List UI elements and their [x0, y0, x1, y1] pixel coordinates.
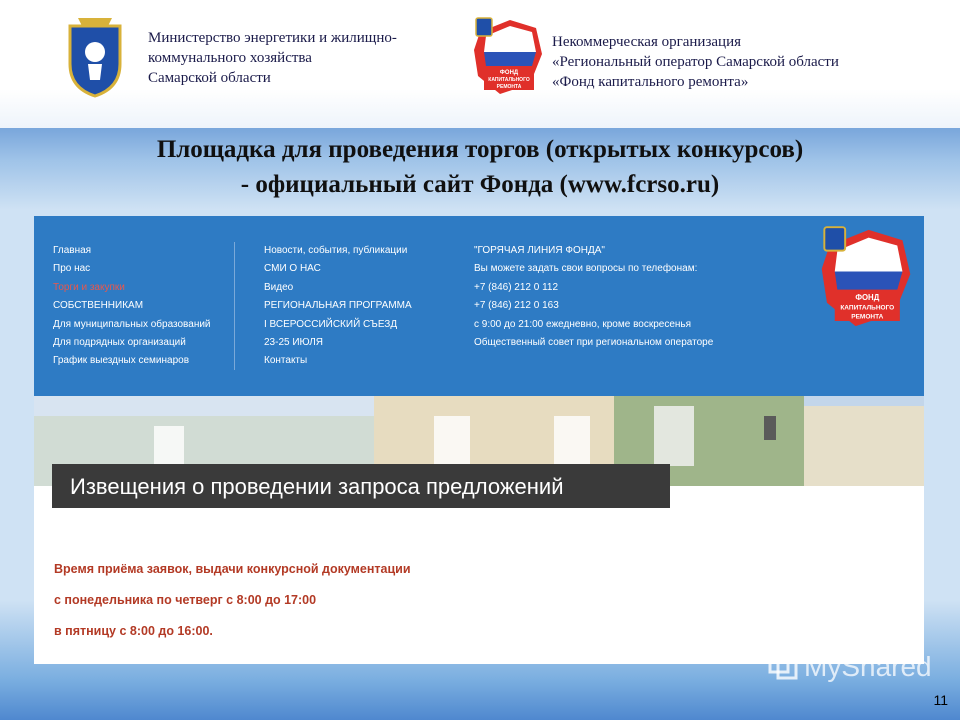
hotline-phone-1[interactable]: +7 (846) 212 0 112	[474, 281, 559, 293]
nav-divider	[234, 242, 235, 370]
site-navbar	[34, 216, 924, 396]
nav-link-congress[interactable]: I ВСЕРОССИЙСКИЙ СЪЕЗД	[264, 318, 398, 330]
page-number: 11	[933, 692, 948, 708]
fund-logo-icon	[470, 14, 546, 100]
nav-link-contractors[interactable]: Для подрядных организаций	[53, 337, 186, 349]
hotline-title: "ГОРЯЧАЯ ЛИНИЯ ФОНДА"	[474, 245, 605, 256]
nav-link-about[interactable]: Про нас	[53, 263, 91, 275]
notice-line-1: Время приёма заявок, выдачи конкурсной документации	[54, 562, 411, 576]
nav-link-tenders[interactable]: Торги и закупки	[53, 281, 125, 293]
hotline-hours: с 9:00 до 21:00 ежедневно, кроме воскресенья	[474, 318, 692, 330]
hotline-phone-2[interactable]: +7 (846) 212 0 163	[474, 300, 559, 312]
slide-title: Площадка для проведения торгов (открытых конкурсов) - официальный сайт Фонда (www.fcrso.ru)	[156, 136, 804, 198]
nav-link-news[interactable]: Новости, события, публикации	[264, 245, 408, 256]
website-screenshot	[34, 216, 924, 664]
notice-line-2: с понедельника по четверг с 8:00 до 17:00	[54, 593, 317, 607]
slide-header	[0, 0, 960, 128]
nav-link-home[interactable]: Главная	[53, 245, 92, 256]
samara-coat-of-arms-icon	[64, 14, 126, 98]
nav-link-owners[interactable]: СОБСТВЕННИКАМ	[53, 300, 144, 312]
org-name: Некоммерческая организация «Региональный оператор Самарской области «Фонд капитального ремонта»	[552, 34, 839, 90]
nav-link-seminars[interactable]: График выездных семинаров	[53, 355, 190, 367]
banner-title: Извещения о проведении запроса предложений	[70, 474, 564, 499]
watermark-text: MyShared	[804, 651, 932, 682]
nav-congress-date: 23-25 ИЮЛЯ	[264, 337, 323, 349]
nav-link-municipal[interactable]: Для муниципальных образований	[53, 318, 211, 330]
svg-text:ФОНД: ФОНД	[855, 293, 880, 303]
nav-link-contacts[interactable]: Контакты	[264, 355, 308, 367]
svg-text:КАПИТАЛЬНОГО: КАПИТАЛЬНОГО	[488, 77, 530, 83]
notice-line-3: в пятницу с 8:00 до 16:00.	[54, 624, 213, 638]
nav-link-press[interactable]: СМИ О НАС	[264, 263, 321, 275]
hotline-info	[474, 242, 713, 352]
nav-column-main	[53, 242, 211, 371]
svg-text:КАПИТАЛЬНОГО: КАПИТАЛЬНОГО	[840, 304, 895, 312]
watermark	[768, 650, 932, 683]
svg-text:РЕМОНТА: РЕМОНТА	[496, 84, 522, 90]
site-fund-logo-icon	[814, 222, 918, 334]
nav-link-video[interactable]: Видео	[264, 281, 294, 293]
ministry-name: Министерство энергетики и жилищно- коммунального хозяйства Самарской области	[148, 30, 397, 86]
notice-banner	[52, 464, 670, 508]
nav-link-public-council[interactable]: Общественный совет при региональном операторе	[474, 337, 714, 349]
fund-logo-text: ФОНД	[499, 70, 519, 76]
hotline-text: Вы можете задать свои вопросы по телефонам:	[474, 263, 698, 275]
myshared-logo-icon	[768, 650, 798, 680]
svg-text:РЕМОНТА: РЕМОНТА	[851, 313, 884, 321]
nav-link-regional-program[interactable]: РЕГИОНАЛЬНАЯ ПРОГРАММА	[264, 300, 412, 312]
nav-column-media	[264, 242, 412, 371]
